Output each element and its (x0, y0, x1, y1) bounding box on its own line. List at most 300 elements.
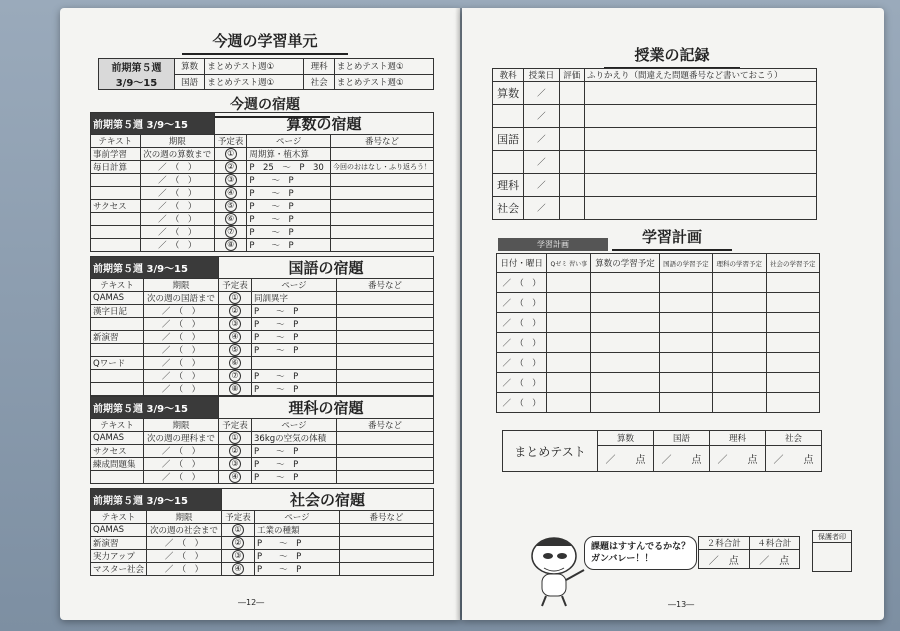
plan-cell[interactable] (591, 353, 659, 373)
plan-row (497, 373, 820, 393)
homework-text (91, 383, 144, 396)
record-subject: 理科 (493, 174, 524, 197)
page-number: ―13― (668, 600, 695, 609)
homework-header: 番号など (337, 419, 434, 432)
homework-row (91, 471, 434, 484)
homework-text: 漢字日記 (91, 305, 144, 318)
record-row (493, 105, 817, 128)
homework-text (91, 226, 141, 239)
unit-subject: 理科 (304, 59, 334, 75)
homework-subject-title: 理科の宿題 (219, 397, 434, 419)
plan-header: 算数の学習予定 (591, 254, 659, 273)
sum4-field[interactable]: ／ 点 (749, 550, 800, 569)
record-reflection[interactable] (585, 151, 817, 174)
homework-text: 新演習 (91, 537, 147, 550)
homework-deadline[interactable]: 次の週の国語まで (144, 292, 219, 305)
homework-note[interactable] (337, 331, 434, 344)
plan-date[interactable]: ／ （ ） (497, 373, 547, 393)
record-date[interactable]: ／ (524, 82, 559, 105)
homework-page[interactable]: 36kgの空気の体積 (252, 432, 337, 445)
homework-deadline[interactable]: ／ （ ） (144, 370, 219, 383)
homework-note[interactable] (331, 187, 434, 200)
homework-number: ⑥ (219, 357, 252, 370)
plan-row (497, 293, 820, 313)
homework-text: QAMAS (91, 524, 147, 537)
plan-date[interactable]: ／ （ ） (497, 293, 547, 313)
test-subject: 国語 (654, 431, 710, 446)
homework-text: 新演習 (91, 331, 144, 344)
record-date[interactable]: ／ (524, 174, 559, 197)
homework-deadline[interactable]: 次の週の理科まで (144, 432, 219, 445)
homework-header: 予定表 (222, 511, 255, 524)
homework-table (90, 488, 434, 576)
unit-subject: 国語 (174, 74, 204, 90)
homework-page[interactable]: P 〜 P (252, 305, 337, 318)
homework-note[interactable] (340, 537, 434, 550)
homework-deadline[interactable]: ／ （ ） (144, 445, 219, 458)
test-label: まとめテスト (503, 431, 598, 472)
homework-header: 番号など (331, 135, 434, 148)
homework-text: サクセス (91, 200, 141, 213)
plan-cell[interactable] (591, 273, 659, 293)
homework-text: 事前学習 (91, 148, 141, 161)
homework-deadline[interactable]: ／ （ ） (140, 239, 215, 252)
homework-page[interactable]: P 〜 P (252, 370, 337, 383)
test-score-field[interactable]: ／ 点 (598, 445, 654, 471)
guardian-seal-box[interactable] (813, 543, 852, 572)
plan-cell[interactable] (659, 333, 712, 353)
homework-note[interactable] (331, 213, 434, 226)
homework-number: ⑦ (219, 370, 252, 383)
plan-cell[interactable] (766, 373, 820, 393)
homework-header: テキスト (91, 511, 147, 524)
homework-deadline[interactable]: ／ （ ） (140, 174, 215, 187)
homework-text: QAMAS (91, 432, 144, 445)
homework-page[interactable]: P 〜 P (255, 563, 340, 576)
homework-header: ページ (252, 279, 337, 292)
homework-number: ② (219, 305, 252, 318)
record-date[interactable]: ／ (524, 105, 559, 128)
plan-cell[interactable] (591, 333, 659, 353)
record-date[interactable]: ／ (524, 151, 559, 174)
homework-page[interactable]: P 〜 P (247, 239, 331, 252)
homework-note[interactable] (337, 383, 434, 396)
homework-note[interactable] (337, 305, 434, 318)
test-score-field[interactable]: ／ 点 (654, 445, 710, 471)
homework-text (91, 471, 144, 484)
homework-text: Qワード (91, 357, 144, 370)
homework-deadline[interactable]: ／ （ ） (147, 563, 222, 576)
homework-title: 今週の宿題 (100, 94, 430, 118)
homework-header: ページ (255, 511, 340, 524)
homework-number: ③ (215, 174, 247, 187)
homework-text (91, 213, 141, 226)
record-row (493, 197, 817, 220)
test-score-field[interactable]: ／ 点 (710, 445, 766, 471)
homework-number: ② (219, 445, 252, 458)
plan-label: 学習計画 (498, 238, 608, 251)
record-evaluation[interactable] (559, 197, 584, 220)
unit-content: まとめテスト週① (334, 59, 433, 75)
homework-note[interactable] (337, 471, 434, 484)
homework-page[interactable]: P 〜 P (252, 458, 337, 471)
unit-content: まとめテスト週① (205, 59, 304, 75)
page-number: ―12― (238, 598, 265, 607)
homework-row (91, 370, 434, 383)
homework-deadline[interactable]: ／ （ ） (144, 383, 219, 396)
homework-note[interactable] (331, 200, 434, 213)
homework-deadline[interactable]: ／ （ ） (140, 200, 215, 213)
guardian-label: 保護者印 (813, 531, 852, 543)
homework-row (91, 292, 434, 305)
record-header: 教科 (493, 69, 524, 82)
plan-date[interactable]: ／ （ ） (497, 313, 547, 333)
homework-deadline[interactable]: ／ （ ） (140, 187, 215, 200)
record-reflection[interactable] (585, 105, 817, 128)
homework-page[interactable]: P 〜 P (252, 344, 337, 357)
record-evaluation[interactable] (559, 174, 584, 197)
record-evaluation[interactable] (559, 128, 584, 151)
plan-cell[interactable] (659, 313, 712, 333)
homework-row (91, 524, 434, 537)
homework-number: ② (222, 537, 255, 550)
homework-period: 前期第５週 3/9〜15 (91, 397, 219, 419)
homework-row (91, 161, 434, 174)
homework-note[interactable] (331, 226, 434, 239)
homework-text: QAMAS (91, 292, 144, 305)
plan-cell[interactable] (713, 293, 766, 313)
unit-table (98, 58, 434, 90)
homework-row (91, 239, 434, 252)
plan-cell[interactable] (713, 333, 766, 353)
plan-cell[interactable] (591, 293, 659, 313)
homework-number: ② (215, 161, 247, 174)
unit-period: 前期第５週 3/9〜15 (99, 59, 175, 90)
plan-cell[interactable] (547, 353, 591, 373)
unit-subject: 算数 (174, 59, 204, 75)
homework-row (91, 148, 434, 161)
test-subject: 社会 (766, 431, 822, 446)
homework-page[interactable]: P 〜 P (252, 318, 337, 331)
homework-page[interactable]: P 〜 P (255, 537, 340, 550)
homework-page[interactable]: P 〜 P (247, 187, 331, 200)
homework-period: 前期第５週 3/9〜15 (91, 489, 222, 511)
record-subject: 算数 (493, 82, 524, 105)
record-table (492, 68, 817, 220)
homework-row (91, 200, 434, 213)
homework-note[interactable] (337, 292, 434, 305)
homework-deadline[interactable]: ／ （ ） (140, 161, 215, 174)
homework-note[interactable] (331, 239, 434, 252)
homework-page[interactable]: P 〜 P (252, 471, 337, 484)
test-table (502, 430, 822, 472)
record-row (493, 151, 817, 174)
right-page (462, 8, 884, 620)
record-evaluation[interactable] (559, 82, 584, 105)
homework-page[interactable]: P 〜 P (252, 445, 337, 458)
homework-text: サクセス (91, 445, 144, 458)
homework-deadline[interactable]: ／ （ ） (144, 318, 219, 331)
plan-header: 社会の学習予定 (766, 254, 820, 273)
plan-cell[interactable] (766, 393, 820, 413)
homework-number: ③ (219, 318, 252, 331)
homework-page[interactable]: P 〜 P (247, 200, 331, 213)
homework-page[interactable]: P 〜 P (252, 383, 337, 396)
homework-note[interactable] (337, 357, 434, 370)
homework-page[interactable]: P 〜 P (247, 213, 331, 226)
homework-header: テキスト (91, 419, 144, 432)
plan-date[interactable]: ／ （ ） (497, 333, 547, 353)
unit-content: まとめテスト週① (334, 74, 433, 90)
plan-date[interactable]: ／ （ ） (497, 273, 547, 293)
homework-deadline[interactable]: ／ （ ） (147, 550, 222, 563)
homework-number: ① (219, 432, 252, 445)
unit-subject: 社会 (304, 74, 334, 90)
homework-page[interactable]: 工業の種類 (255, 524, 340, 537)
plan-date[interactable]: ／ （ ） (497, 353, 547, 373)
plan-table (496, 253, 820, 413)
homework-header: テキスト (91, 135, 141, 148)
plan-cell[interactable] (659, 373, 712, 393)
homework-header: 期限 (144, 279, 219, 292)
homework-row (91, 226, 434, 239)
homework-row (91, 550, 434, 563)
homework-row (91, 331, 434, 344)
homework-deadline[interactable]: ／ （ ） (144, 471, 219, 484)
homework-page[interactable]: P 〜 P (247, 174, 331, 187)
homework-number: ③ (222, 550, 255, 563)
plan-cell[interactable] (713, 313, 766, 333)
homework-period: 前期第５週 3/9〜15 (91, 257, 219, 279)
homework-header: 番号など (340, 511, 434, 524)
record-evaluation[interactable] (559, 105, 584, 128)
plan-header: 理科の学習予定 (713, 254, 766, 273)
homework-header: 期限 (144, 419, 219, 432)
plan-row (497, 353, 820, 373)
plan-cell[interactable] (547, 273, 591, 293)
record-title: 授業の記録 (502, 44, 842, 69)
homework-text: 練成問題集 (91, 458, 144, 471)
plan-cell[interactable] (713, 353, 766, 373)
record-evaluation[interactable] (559, 151, 584, 174)
homework-subject-title: 国語の宿題 (219, 257, 434, 279)
homework-note[interactable] (337, 445, 434, 458)
plan-cell[interactable] (766, 353, 820, 373)
plan-cell[interactable] (713, 373, 766, 393)
homework-number: ④ (219, 331, 252, 344)
homework-row (91, 383, 434, 396)
plan-cell[interactable] (766, 273, 820, 293)
homework-header: 番号など (337, 279, 434, 292)
homework-note[interactable] (337, 318, 434, 331)
homework-note[interactable] (337, 370, 434, 383)
record-header: 授業日 (524, 69, 559, 82)
homework-number: ④ (222, 563, 255, 576)
homework-page[interactable]: P 〜 P (252, 331, 337, 344)
homework-text: 毎日計算 (91, 161, 141, 174)
record-reflection[interactable] (585, 197, 817, 220)
homework-number: ⑦ (215, 226, 247, 239)
homework-note[interactable] (331, 174, 434, 187)
plan-row (497, 393, 820, 413)
record-row (493, 128, 817, 151)
plan-row (497, 273, 820, 293)
homework-header: ページ (252, 419, 337, 432)
homework-deadline[interactable]: 次の週の算数まで (140, 148, 215, 161)
homework-text (91, 239, 141, 252)
plan-cell[interactable] (659, 393, 712, 413)
sum4-label: ４科合計 (749, 537, 800, 550)
mascot-illustration (522, 528, 592, 608)
plan-cell[interactable] (659, 293, 712, 313)
homework-number: ① (215, 148, 247, 161)
plan-header: 日付・曜日 (497, 254, 547, 273)
homework-deadline[interactable]: ／ （ ） (144, 458, 219, 471)
homework-header: テキスト (91, 279, 144, 292)
homework-header: 期限 (140, 135, 215, 148)
homework-page[interactable]: P 25 〜 P 30 (247, 161, 331, 174)
homework-subject-title: 社会の宿題 (222, 489, 434, 511)
left-page (60, 8, 460, 620)
record-date[interactable]: ／ (524, 128, 559, 151)
plan-cell[interactable] (547, 313, 591, 333)
homework-row (91, 344, 434, 357)
homework-number: ⑥ (215, 213, 247, 226)
homework-row (91, 537, 434, 550)
homework-row (91, 174, 434, 187)
homework-deadline[interactable]: ／ （ ） (140, 226, 215, 239)
plan-cell[interactable] (659, 273, 712, 293)
homework-number: ⑧ (219, 383, 252, 396)
homework-row (91, 458, 434, 471)
record-subject: 社会 (493, 197, 524, 220)
homework-text (91, 187, 141, 200)
plan-row (497, 313, 820, 333)
homework-note[interactable] (337, 458, 434, 471)
homework-number: ① (222, 524, 255, 537)
plan-cell[interactable] (547, 293, 591, 313)
homework-deadline[interactable]: ／ （ ） (144, 344, 219, 357)
plan-date[interactable]: ／ （ ） (497, 393, 547, 413)
plan-cell[interactable] (659, 353, 712, 373)
record-header: ふりかえり（間違えた問題番号など書いておこう） (585, 69, 817, 82)
unit-content: まとめテスト週① (205, 74, 304, 90)
homework-row (91, 357, 434, 370)
homework-table (90, 256, 434, 396)
homework-number: ③ (219, 458, 252, 471)
homework-table (90, 396, 434, 484)
sum2-label: ２科合計 (699, 537, 750, 550)
homework-deadline[interactable]: ／ （ ） (147, 537, 222, 550)
sum2-field[interactable]: ／ 点 (699, 550, 750, 569)
homework-header: 予定表 (219, 279, 252, 292)
test-score-field[interactable]: ／ 点 (766, 445, 822, 471)
homework-page[interactable]: P 〜 P (255, 550, 340, 563)
homework-deadline[interactable]: ／ （ ） (144, 357, 219, 370)
homework-page[interactable]: P 〜 P (247, 226, 331, 239)
homework-row (91, 318, 434, 331)
homework-note[interactable]: 今回のおはなし・ふり返ろう！ (331, 161, 434, 174)
test-subject: 理科 (710, 431, 766, 446)
homework-deadline[interactable]: ／ （ ） (144, 331, 219, 344)
homework-note[interactable] (340, 550, 434, 563)
record-reflection[interactable] (585, 82, 817, 105)
homework-deadline[interactable]: 次の週の社会まで (147, 524, 222, 537)
homework-row (91, 305, 434, 318)
record-subject (493, 151, 524, 174)
plan-cell[interactable] (766, 313, 820, 333)
homework-number: ⑤ (215, 200, 247, 213)
record-header: 評価 (559, 69, 584, 82)
homework-subject-title: 算数の宿題 (215, 113, 434, 135)
homework-note[interactable] (340, 524, 434, 537)
homework-table (90, 112, 434, 252)
homework-row (91, 187, 434, 200)
homework-note[interactable] (337, 432, 434, 445)
homework-page[interactable] (252, 357, 337, 370)
record-subject: 国語 (493, 128, 524, 151)
plan-cell[interactable] (547, 333, 591, 353)
homework-deadline[interactable]: ／ （ ） (144, 305, 219, 318)
homework-period: 前期第５週 3/9〜15 (91, 113, 215, 135)
homework-header: 予定表 (215, 135, 247, 148)
record-date[interactable]: ／ (524, 197, 559, 220)
plan-cell[interactable] (766, 293, 820, 313)
homework-number: ④ (215, 187, 247, 200)
plan-title: 学習計画 (502, 226, 842, 251)
homework-row (91, 563, 434, 576)
record-reflection[interactable] (585, 174, 817, 197)
homework-row (91, 213, 434, 226)
record-reflection[interactable] (585, 128, 817, 151)
plan-header: 国語の学習予定 (659, 254, 712, 273)
homework-number: ④ (219, 471, 252, 484)
sum-table (698, 536, 800, 569)
plan-cell[interactable] (547, 373, 591, 393)
plan-cell[interactable] (766, 333, 820, 353)
homework-header: 期限 (147, 511, 222, 524)
unit-title: 今週の学習単元 (100, 30, 430, 55)
homework-note[interactable] (331, 148, 434, 161)
homework-number: ⑤ (219, 344, 252, 357)
homework-header: ページ (247, 135, 331, 148)
homework-text: 実力アップ (91, 550, 147, 563)
plan-cell[interactable] (591, 373, 659, 393)
plan-cell[interactable] (591, 313, 659, 333)
record-row (493, 82, 817, 105)
homework-text (91, 344, 144, 357)
homework-note[interactable] (337, 344, 434, 357)
guardian-seal-table (812, 530, 852, 572)
homework-deadline[interactable]: ／ （ ） (140, 213, 215, 226)
homework-text: マスター社会 (91, 563, 147, 576)
plan-cell[interactable] (713, 273, 766, 293)
test-subject: 算数 (598, 431, 654, 446)
homework-note[interactable] (340, 563, 434, 576)
homework-number: ① (219, 292, 252, 305)
record-subject (493, 105, 524, 128)
homework-text (91, 370, 144, 383)
homework-page[interactable]: 同訓異字 (252, 292, 337, 305)
homework-text (91, 318, 144, 331)
homework-page[interactable]: 周期算・植木算 (247, 148, 331, 161)
plan-cell[interactable] (547, 393, 591, 413)
homework-row (91, 445, 434, 458)
plan-cell[interactable] (713, 393, 766, 413)
plan-header: Qゼミ 習い事 (547, 254, 591, 273)
plan-cell[interactable] (591, 393, 659, 413)
homework-number: ⑧ (215, 239, 247, 252)
